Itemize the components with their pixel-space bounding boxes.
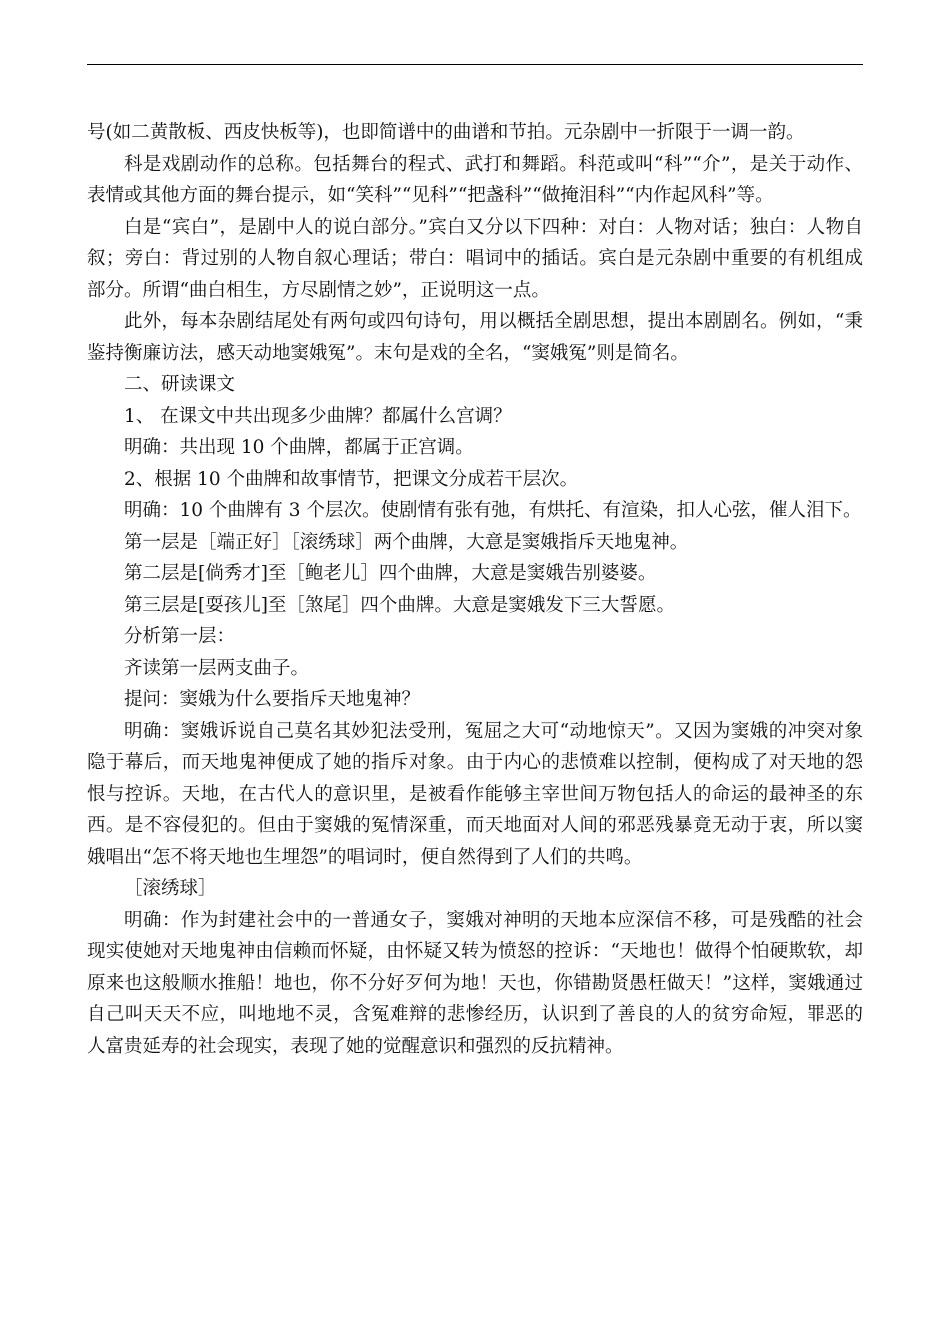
paragraph: 第三层是[耍孩儿]至［煞尾］四个曲牌。大意是窦娥发下三大誓愿。 <box>124 594 675 616</box>
header-rule <box>87 64 863 65</box>
paragraph: 此外，每本杂剧结尾处有两句或四句诗句，用以概括全剧思想，提出本剧剧名。例如，“秉鉴持衡廉访法，感天动地窦娥冤”。末句是戏的全名，“窦娥冤”则是简名。 <box>87 311 863 364</box>
answer: 明确：共出现 10 个曲牌，都属于正宫调。 <box>124 437 474 458</box>
subheading: ［滚绣球］ <box>124 878 217 899</box>
answer: 明确：窦娥诉说自己莫名其妙犯法受刑，冤屈之大可“动地惊天”。又因为窦娥的冲突对象隐于幕后，而天地鬼神便成了她的指斥对象。由于内心的悲愤难以控制，便构成了对天地的怨恨与控诉。天地，在古代人的意识里，是被看作能够主宰世间万物包括人的命运的最神圣的东西。是不容侵犯的。但由于窦娥的冤情深重，而天地面对人间的邪恶残暴竟无动于衷，所以窦娥唱出“怎不将天地也生埋怨”的唱词时，便自然得到了人们的共鸣。 <box>87 720 863 868</box>
section-heading: 二、研读课文 <box>124 374 236 395</box>
paragraph: 第一层是［端正好］［滚绣球］两个曲牌，大意是窦娥指斥天地鬼神。 <box>124 531 689 553</box>
paragraph: 号(如二黄散板、西皮快板等)，也即简谱中的曲谱和节拍。元杂剧中一折限于一调一韵。 <box>87 122 805 143</box>
question: 提问：窦娥为什么要指斥天地鬼神？ <box>124 689 421 710</box>
subheading: 分析第一层： <box>124 626 236 647</box>
answer: 明确：10 个曲牌有 3 个层次。使剧情有张有弛，有烘托、有渲染，扣人心弦，催人泪下。 <box>124 500 862 521</box>
paragraph: 齐读第一层两支曲子。 <box>124 657 310 679</box>
paragraph: 白是“宾白”，是剧中人的说白部分。”宾白又分以下四种：对白：人物对话；独白：人物自叙；旁白：背过别的人物自叙心理话；带白：唱词中的插话。宾白是元杂剧中重要的有机组成部分。所谓“曲白相生，方尽剧情之妙”，正说明这一点。 <box>87 216 863 301</box>
question: 1、 在课文中共出现多少曲牌？都属什么宫调？ <box>124 405 512 427</box>
document-body <box>87 117 863 1062</box>
paragraph: 科是戏剧动作的总称。包括舞台的程式、武打和舞蹈。科范或叫“科”“介”，是关于动作、表情或其他方面的舞台提示，如“笑科”“见科”“把盏科”“做掩泪科”“内作起风科”等。 <box>87 153 863 206</box>
question: 2、根据 10 个曲牌和故事情节，把课文分成若干层次。 <box>124 468 579 490</box>
paragraph: 第二层是[倘秀才]至［鲍老儿］四个曲牌，大意是窦娥告别婆婆。 <box>124 563 657 584</box>
answer: 明确：作为封建社会中的一普通女子，窦娥对神明的天地本应深信不移，可是残酷的社会现实使她对天地鬼神由信赖而怀疑，由怀疑又转为愤怒的控诉：“天地也！做得个怕硬欺软，却原来也这般顺水推船！地也，你不分好歹何为地！天也，你错勘贤愚枉做天！”这样，窦娥通过自己叫天天不应，叫地地不灵，含冤难辩的悲惨经历，认识到了善良的人的贫穷命短，罪恶的人富贵延寿的社会现实，表现了她的觉醒意识和强烈的反抗精神。 <box>87 909 863 1057</box>
